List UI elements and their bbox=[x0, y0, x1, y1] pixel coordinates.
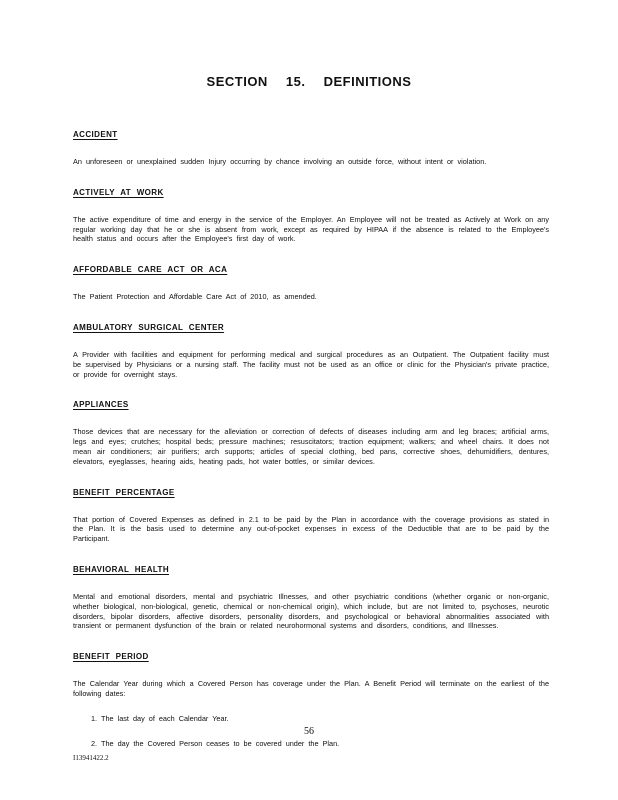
definition-text: The active expenditure of time and energy in the service of the Employer. An Employee will not be treated as Actively at Work on any regular working day that he or she is absent from work, except as required by HIPAA if the absence is related to the Employee's health status and occurs after the Employee's first day of work. bbox=[73, 214, 549, 244]
definition-benefit-percentage bbox=[73, 482, 549, 544]
definition-text: The Calendar Year during which a Covered Person has coverage under the Plan. A Benefit Period will terminate on the earliest of the following dates: bbox=[73, 679, 549, 698]
definition-text: Mental and emotional disorders, mental and psychiatric Illnesses, and other psychiatric conditions (whether organic or non-organic, whether biological, non-biological, genetic, chemical or non-chemical origin), which include, but are not limited to, psychoses, neurotic disorders, bipolar disorders, affective disorders, personality disorders, and psychological or behavioral abnormalities associated with transient or permanent dysfunction of the brain or related neurohormonal systems and disorders, conditions, and Illnesses. bbox=[73, 591, 549, 631]
definition-heading: ACCIDENT bbox=[73, 130, 118, 139]
definition-heading: AFFORDABLE CARE ACT OR ACA bbox=[73, 265, 228, 275]
definition-text: Those devices that are necessary for the alleviation or correction of defects of diseases including arm and leg braces; artificial arms, legs and eyes; crutches; hospital beds; pressure machines; resuscitators; traction equipment; walkers; and wheel chairs. It does not mean air conditioners; air purifiers; arch supports; articles of special clothing, bed pans, corrective shoes, dehumidifiers, dentures, elevators, eyeglasses, hearing aids, heating pads, hot water bottles, or similar devices. bbox=[73, 427, 549, 466]
list-item: 1. The last day of each Calendar Year. bbox=[91, 713, 229, 723]
definition-text: A Provider with facilities and equipment for performing medical and surgical procedures as an Outpatient. The Outpatient facility must be supervised by Physicians or a nursing staff. The facility must not be used as an office or clinic for the Physician's private practice, or provide for overnight stays. bbox=[73, 349, 549, 379]
definition-text: That portion of Covered Expenses as defined in 2.1 to be paid by the Plan in accordance with the coverage provisions as stated in the Plan. It is the basis used to determine any out-of-pocket expenses in excess of the Deductible that are to be paid by the Participant. bbox=[73, 514, 549, 544]
definition-text: The Patient Protection and Affordable Care Act of 2010, as amended. bbox=[73, 292, 317, 302]
list-item: 2. The day the Covered Person ceases to be covered under the Plan. bbox=[91, 738, 340, 748]
definition-accident bbox=[73, 124, 549, 167]
definition-heading: BENEFIT PERCENTAGE bbox=[73, 487, 175, 497]
definition-behavioral-health bbox=[73, 559, 549, 631]
definitions-body bbox=[73, 124, 549, 748]
page-number: 56 bbox=[304, 726, 314, 737]
definition-heading: ACTIVELY AT WORK bbox=[73, 187, 164, 197]
definition-heading: APPLIANCES bbox=[73, 400, 129, 410]
definition-affordable-care-act bbox=[73, 259, 549, 302]
definition-appliances bbox=[73, 394, 549, 466]
definition-heading: AMBULATORY SURGICAL CENTER bbox=[73, 322, 225, 332]
definition-benefit-period bbox=[73, 646, 549, 699]
definition-heading: BEHAVIORAL HEALTH bbox=[73, 564, 170, 574]
page-title: SECTION 15. DEFINITIONS bbox=[206, 74, 412, 89]
definition-actively-at-work bbox=[73, 182, 549, 244]
document-id: I13941422.2 bbox=[73, 754, 109, 762]
definition-heading: BENEFIT PERIOD bbox=[73, 652, 149, 662]
definition-ambulatory-surgical-center bbox=[73, 317, 549, 379]
definition-text: An unforeseen or unexplained sudden Injury occurring by chance involving an outside force, without intent or violation. bbox=[73, 157, 487, 166]
